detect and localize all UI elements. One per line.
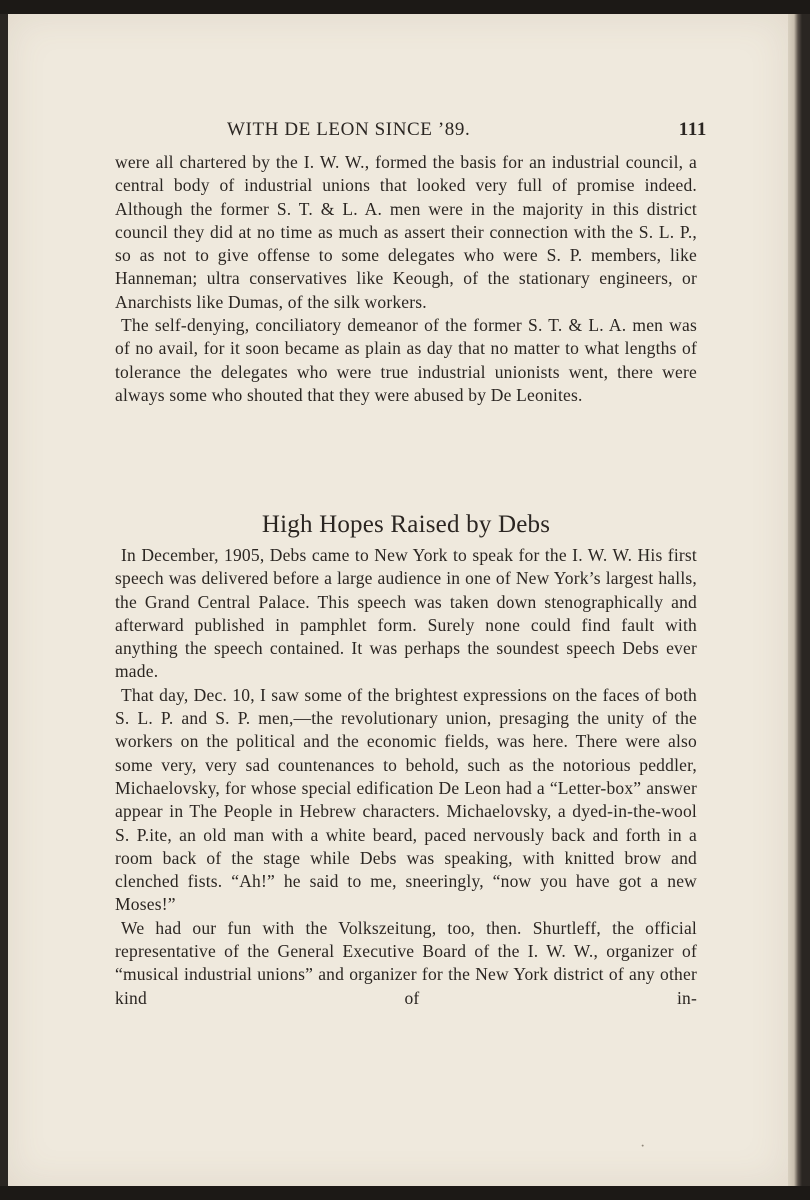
print-speck: · [640, 1138, 646, 1155]
scan-border-bottom [0, 1186, 810, 1200]
paragraph: That day, Dec. 10, I saw some of the brightest expressions on the faces of both S. L. P. and S. P. men,—the revolutionary union, presaging the unity of the workers on the political and the economic fields, was here. There were also some very, very sad countenances to behold, such as the notorious peddler, Michaelovsky, for whose special edification De Leon had a “Letter-box” answer appear in The People in Hebrew characters. Michaelovsky, a dyed-in-the-wool S. P.ite, an old man with a white beard, paced nervously back and forth in a room back of the stage while Debs was speaking, with knitted brow and clenched fists. “Ah!” he said to me, sneeringly, “now you have got a new Moses!” [115, 684, 697, 915]
scan-border-top [0, 0, 810, 14]
running-title: WITH DE LEON SINCE ’89. [227, 119, 471, 140]
paragraph: In December, 1905, Debs came to New York to speak for the I. W. W. His first speech was delivered before a large audience in one of New York’s largest halls, the Grand Central Palace. This speech was taken down stenographically and afterward published in pamphlet form. Surely none could find fault with anything the speech contained. It was perhaps the soundest speech Debs ever made. [115, 545, 697, 682]
text-block-before-heading [115, 151, 697, 407]
running-header [221, 119, 707, 143]
paragraph: We had our fun with the Volkszeitung, too, then. Shurtleff, the official representative of the General Executive Board of the I. W. W., organizer of “musical industrial unions” and organizer for the New York district of any other kind of in- [115, 917, 697, 1008]
paragraph: The self-denying, conciliatory demeanor of the former S. T. & L. A. men was of no avail, for it soon became as plain as day that no matter to what lengths of tolerance the delegates who were true industrial unionists went, there were always some who shouted that they were abused by De Leonites. [115, 315, 697, 405]
text-block-after-heading [115, 544, 697, 1010]
paragraph: were all chartered by the I. W. W., formed the basis for an industrial council, a central body of industrial unions that looked very full of promise indeed. Although the former S. T. & L. A. men were in the majority in this district council they did at no time as much as assert their connection with the S. L. P., so as not to give offense to some delegates who were S. P. members, like Hanneman; ultra conservatives like Keough, of the stationary engineers, or Anarchists like Dumas, of the silk workers. [115, 152, 697, 312]
page-number: 111 [678, 119, 707, 140]
section-heading: High Hopes Raised by Debs [261, 511, 551, 538]
page-edge-shadow [788, 14, 810, 1186]
